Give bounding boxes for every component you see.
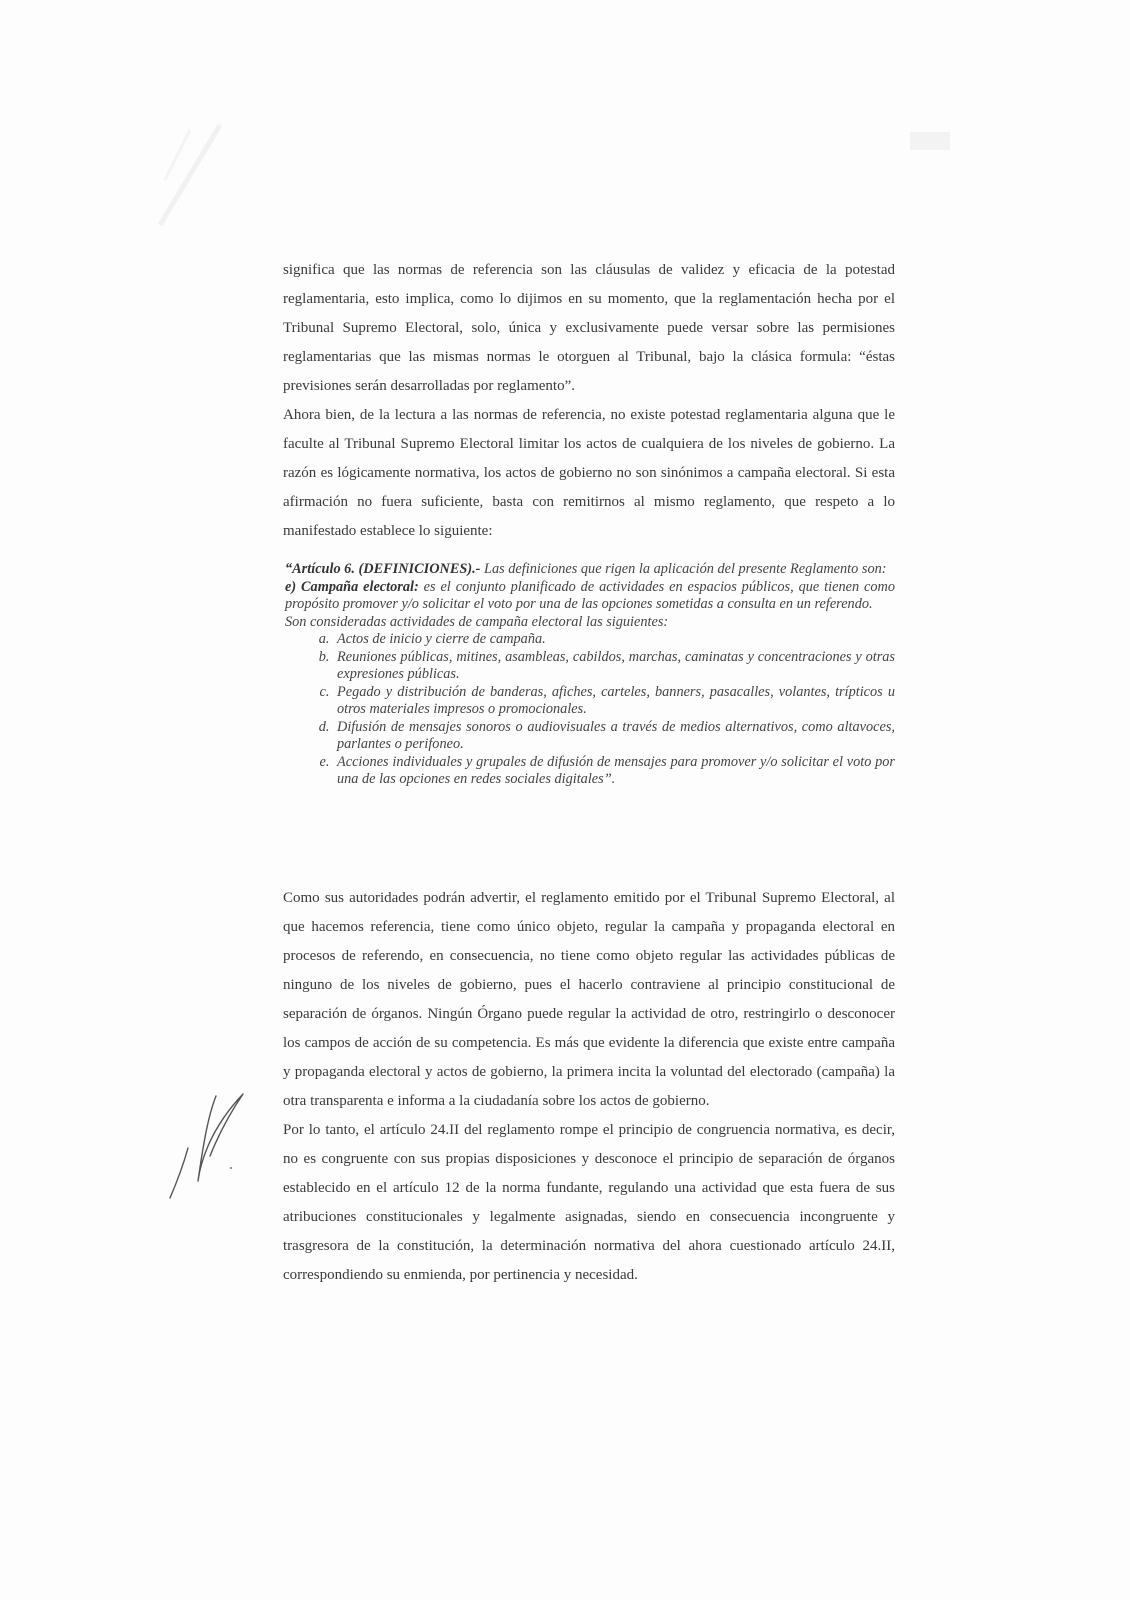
body-text-top [283,256,895,546]
term-definition-line [285,579,895,614]
scan-smudge [150,120,230,230]
quoted-article [285,561,895,789]
scan-smudge [905,128,955,156]
paragraph: Como sus autoridades podrán advertir, el reglamento emitido por el Tribunal Supremo Electoral, al que hacemos referencia, tiene como único objeto, regular la campaña y propaganda electoral en procesos de referendo, en consecuencia, no tiene como objeto regular las actividades públicas de ninguno de los niveles de gobierno, pues el hacerlo contraviene al principio constitucional de separación de órganos. Ningún Órgano puede regular la actividad de otro, restringirlo o desconocer los campos de acción de su competencia. Es más que evidente la diferencia que existe entre campaña y propaganda electoral y actos de gobierno, la primera incita la voluntad del electorado (campaña) la otra transparenta e informa a la ciudadanía sobre los actos de gobierno. [283,890,895,1109]
list-item: d. Difusión de mensajes sonoros o audiovisuales a través de medios alternativos, como altavoces, parlantes o perifoneo. [333,719,895,754]
list-item: a. Actos de inicio y cierre de campaña. [333,631,895,649]
activities-list [285,631,895,789]
list-item: b. Reuniones públicas, mitines, asambleas, cabildos, marchas, caminatas y concentraciones y otras expresiones públicas. [333,649,895,684]
handwritten-signature [158,1086,258,1201]
activities-intro: Son consideradas actividades de campaña electoral las siguientes: [285,613,669,630]
paragraph: Por lo tanto, el artículo 24.II del reglamento rompe el principio de congruencia normativa, es decir, no es congruente con sus propias disposiciones y desconoce el principio de separación de órganos establecido en el artículo 12 de la norma fundante, regulando una actividad que esta fuera de sus atribuciones constitucionales y legalmente asignadas, siendo en consecuencia incongruente y trasgresora de la constitución, la determinación normativa del ahora cuestionado artículo 24.II, correspondiendo su enmienda, por pertinencia y necesidad. [283,1122,895,1283]
article-heading-line [285,561,895,579]
list-item: e. Acciones individuales y grupales de difusión de mensajes para promover y/o solicitar el voto por una de las opciones en redes sociales digitales”. [333,754,895,789]
article-heading: “Artículo 6. (DEFINICIONES).- [285,561,481,577]
list-item: c. Pegado y distribución de banderas, afiches, carteles, banners, pasacalles, volantes, trípticos u otros materiales impresos o promocionales. [333,684,895,719]
body-text-bottom [283,884,895,1290]
paragraph: Ahora bien, de la lectura a las normas de referencia, no existe potestad reglamentaria alguna que le faculte al Tribunal Supremo Electoral limitar los actos de cualquiera de los niveles de gobierno. La razón es lógicamente normativa, los actos de gobierno no son sinónimos a campaña electoral. Si esta afirmación no fuera suficiente, basta con remitirnos al mismo reglamento, que respeto a lo manifestado establece lo siguiente: [283,407,895,539]
term-definition: es el conjunto planificado de actividades en espacios públicos, que tienen como propósito promover y/o solicitar el voto por una de las opciones sometidas a consulta en un referendo. [285,578,895,612]
article-intro: Las definiciones que rigen la aplicación del presente Reglamento son: [480,561,887,577]
term-label: e) Campaña electoral: [285,578,419,595]
paragraph: significa que las normas de referencia son las cláusulas de validez y eficacia de la potestad reglamentaria, esto implica, como lo dijimos en su momento, que la reglamentación hecha por el Tribunal Supremo Electoral, solo, única y exclusivamente puede versar sobre las permisiones reglamentarias que las mismas normas le otorguen al Tribunal, bajo la clásica formula: “éstas previsiones serán desarrolladas por reglamento”. [283,262,895,394]
